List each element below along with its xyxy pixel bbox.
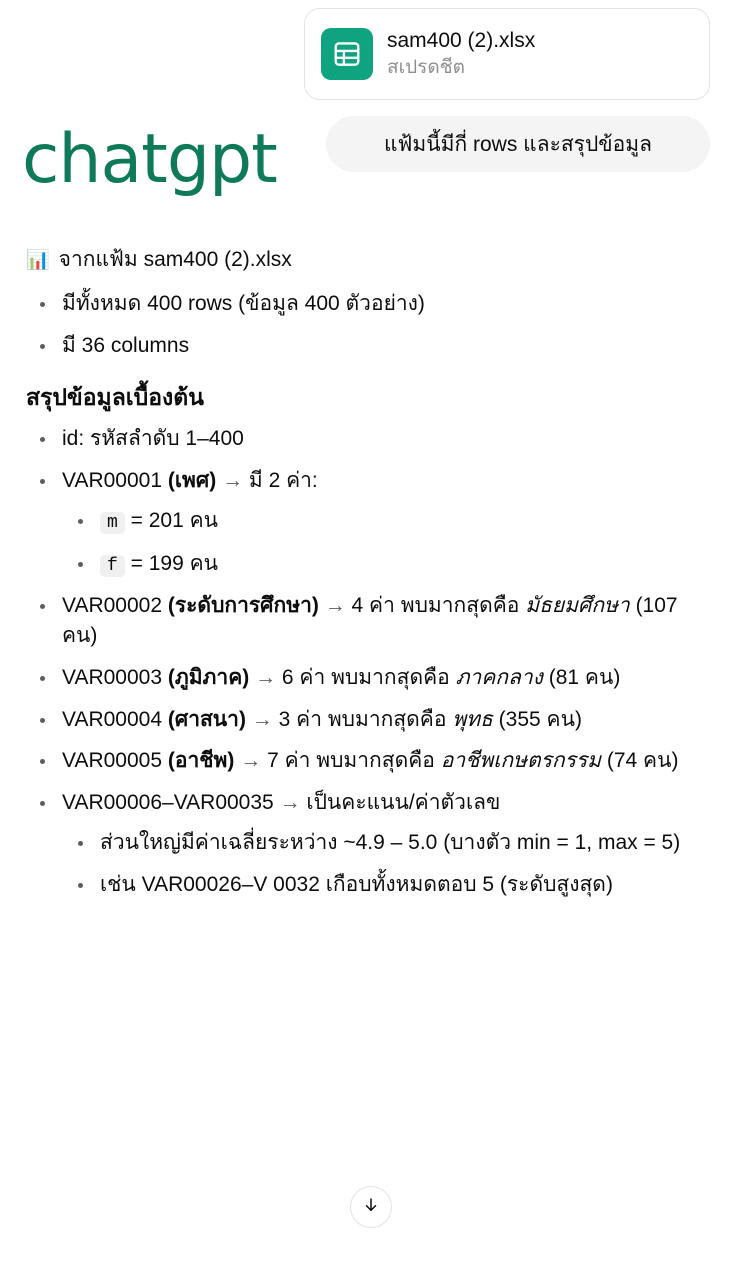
var-emphasis: อาชีพเกษตรกรรม <box>440 749 602 773</box>
var-label: VAR00006–VAR00035 <box>62 791 274 815</box>
var-count: (74 คน) <box>606 749 679 773</box>
list-item-var-range <box>26 788 714 899</box>
file-name: sam400 (2).xlsx <box>387 28 536 52</box>
section-heading: สรุปข้อมูลเบื้องต้น <box>26 383 204 410</box>
var-label: VAR00004 <box>62 707 163 731</box>
var00001-values <box>62 506 714 579</box>
arrow-glyph: → <box>222 469 244 493</box>
bar-chart-icon: 📊 <box>26 250 50 271</box>
var-label: VAR00002 <box>62 594 163 618</box>
var-label: VAR00005 <box>62 749 163 773</box>
list-item-var00001 <box>26 466 714 579</box>
var-tail: 7 ค่า พบมากสุดคือ <box>267 749 435 773</box>
brand-logo-text: chatgpt <box>22 120 277 199</box>
example-note-text: เช่น VAR00026–V 0032 เกือบทั้งหมดตอบ 5 (ระดับสูงสุด) <box>100 872 613 896</box>
user-message-bubble: แฟ้มนี้มีกี่ rows และสรุปข้อมูล <box>326 116 710 172</box>
value-code-m: m <box>100 512 125 534</box>
list-item <box>62 506 714 537</box>
var-range-notes <box>62 828 714 900</box>
list-item <box>26 289 714 319</box>
column-count-text: มี 36 columns <box>62 333 190 357</box>
assistant-message <box>0 245 740 912</box>
var-label: VAR00003 <box>62 665 163 689</box>
arrow-glyph: → <box>255 665 277 689</box>
var-emphasis: มัธยมศึกษา <box>525 594 630 618</box>
list-item <box>26 331 714 361</box>
file-attachment-card[interactable] <box>304 8 710 100</box>
list-item-var00003 <box>26 663 714 693</box>
var-tail: เป็นคะแนน/ค่าตัวเลข <box>306 791 501 815</box>
var-paren: (อาชีพ) <box>167 749 235 773</box>
arrow-down-icon <box>362 1196 380 1219</box>
list-item-var00004 <box>26 705 714 735</box>
var-tail: 3 ค่า พบมากสุดคือ <box>278 707 447 731</box>
summary-bullet-list <box>26 424 714 899</box>
list-item <box>62 828 714 858</box>
file-type: สเปรดชีต <box>387 56 465 78</box>
scroll-to-bottom-button[interactable] <box>350 1186 392 1228</box>
var-count: (355 คน) <box>498 707 582 731</box>
source-line-text: จากแฟ้ม sam400 (2).xlsx <box>58 248 292 271</box>
list-item-var00005 <box>26 746 714 776</box>
mean-note-text: ส่วนใหญ่มีค่าเฉลี่ยระหว่าง ~4.9 – 5.0 (บางตัว min = 1, max = 5) <box>100 831 681 855</box>
arrow-glyph: → <box>279 791 301 815</box>
file-meta <box>387 28 535 81</box>
var-emphasis: ภาคกลาง <box>455 665 543 689</box>
list-item-id <box>26 424 714 454</box>
var-tail: 4 ค่า พบมากสุดคือ <box>351 594 520 618</box>
var-tail: มี 2 ค่า: <box>248 469 318 493</box>
row-count-text: มีทั้งหมด 400 rows (ข้อมูล 400 ตัวอย่าง) <box>62 291 425 315</box>
var-paren: (เพศ) <box>167 469 217 493</box>
spreadsheet-icon <box>321 28 373 80</box>
list-item-var00002 <box>26 591 714 651</box>
var-emphasis: พุทธ <box>452 707 493 731</box>
var-tail: 6 ค่า พบมากสุดคือ <box>281 665 450 689</box>
var-count: (81 คน) <box>548 665 621 689</box>
value-count-f: = 199 คน <box>130 551 219 575</box>
list-item <box>62 870 714 900</box>
top-bullet-list <box>26 289 714 361</box>
arrow-glyph: → <box>324 594 346 618</box>
arrow-glyph: → <box>240 749 262 773</box>
var-paren: (ศาสนา) <box>167 707 246 731</box>
source-line <box>26 245 714 275</box>
value-code-f: f <box>100 555 125 577</box>
id-range-text: id: รหัสลำดับ 1–400 <box>62 427 244 451</box>
arrow-glyph: → <box>251 707 273 731</box>
var-paren: (ระดับการศึกษา) <box>167 594 319 618</box>
var-count: (107 คน) <box>62 594 678 648</box>
list-item <box>62 549 714 580</box>
var-paren: (ภูมิภาค) <box>167 665 250 689</box>
var-label: VAR00001 <box>62 469 163 493</box>
value-count-m: = 201 คน <box>130 509 219 533</box>
